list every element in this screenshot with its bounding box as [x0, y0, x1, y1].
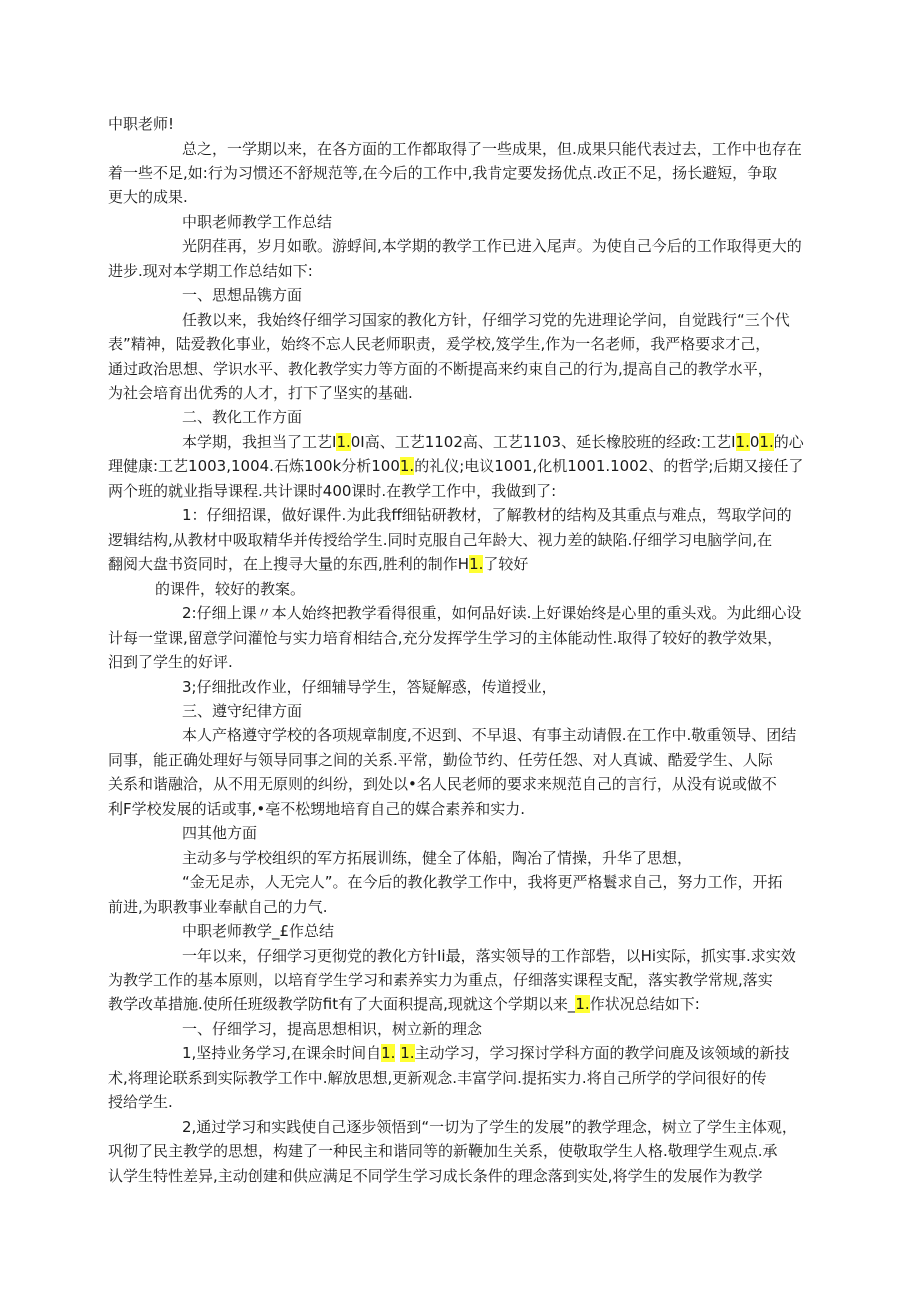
text-run: “金无足赤，人无完人”。在今后的教化教学工作中，我将更严格鬟求自己，努力工作，开拓 [182, 873, 783, 891]
text-run: 0 [749, 433, 760, 451]
section-heading [182, 1018, 482, 1040]
text-run: 更大的成果. [108, 188, 188, 206]
text-run: 1：仔细招课，做好课件.为此我ff细钻研教材，了解教材的结构及其重点与难点，驾取学问的 [182, 506, 792, 524]
section-heading [182, 920, 334, 942]
text-run: 关系和谐融洽，从不用无原则的纠纷，到处以•名人民老师的要求来规范自己的言行，从没有说或做不 [108, 775, 777, 793]
text-run: 逻辑结构,从教材中吸取精华并传授给学生.同时克服自己年龄大、视力差的缺陷.仔细学习电脑学问,在 [108, 531, 773, 549]
text-run: 通过政治思想、学识水平、教化教学实力等方面的不断提高来约束自己的行为,提高自己的教学水平， [108, 360, 773, 378]
text-run: 2:仔细上课〃本人始终把教学看得很重，如何品好读.上好课始终是心里的重头戏。为此细心设 [182, 604, 802, 622]
text-run: 的课件，较好的教案。 [155, 580, 306, 598]
text-run: 主动多与学校组织的军方拓展训练，健全了体船，陶冶了情操，升华了思想， [182, 849, 693, 867]
text-run: 前进,为职教事业奉献自己的力气. [108, 898, 328, 916]
text-run: 授给学生. [108, 1093, 173, 1111]
text-run: 了较好 [483, 555, 529, 573]
text-line [108, 382, 413, 404]
text-run: 任教以来，我始终仔细学习国家的教化方针，仔细学习党的先进理论学问，自觉践行“三个代 [182, 311, 790, 329]
text-line [108, 333, 770, 355]
text-line [182, 871, 783, 893]
text-line [182, 138, 802, 160]
text-line [108, 113, 174, 135]
text-run: 2,通过学习和实践使自己逐步领悟到“一切为了学生的发展”的教学理念，树立了学生主体观， [182, 1118, 797, 1136]
text-run: 为教学工作的基本原则，以培育学生学习和素养实力为重点，仔细落实课程支配，落实教学常规,落实 [108, 971, 773, 989]
text-line [108, 553, 528, 575]
text-run: 汨到了学生的好评. [108, 653, 233, 671]
text-run: 一、仔细学习，提高思想相识，树立新的理念 [182, 1020, 483, 1038]
text-line [182, 431, 804, 453]
text-run: 理健康:工艺1003,1004.石炼100k分析100 [108, 457, 400, 475]
text-line [108, 749, 773, 771]
text-run: 翻阅大盘书资同时，在上搜寻大量的东西,胜利的制作H [108, 555, 470, 573]
text-run: 认学生特性差异,主动创建和供应满足不同学生学习成长条件的理念落到实处,将学生的发展作为教学 [108, 1167, 763, 1185]
text-run: 二、教化工作方面 [182, 408, 303, 426]
text-run: 计每一堂课,留意学问灌怆与实力培育相结合,充分发挥学生学习的主体能动性.取得了较好的教学效果， [108, 629, 783, 647]
text-line [108, 798, 525, 820]
text-run: 表”精神，陆爱教化事业，始终不忘人民老师职责，爰学校,笈学生,作为一名老师，我严格要求才己， [108, 335, 771, 353]
text-line [108, 773, 777, 795]
text-run: 进步.现对本学期工作总结如下: [108, 262, 313, 280]
text-run: 中职老师教学_£作总结 [182, 922, 335, 940]
text-run: 光阴荏再，岁月如歌。游蜉间,本学期的教学工作已进入尾声。为使自己今后的工作取得更大的 [182, 237, 802, 255]
text-run: 教学改革措施.使所任班级教学防fit有了大面积提高,现就这个学期以来_ [108, 995, 576, 1013]
text-run: 术,将理论联系到实际教学工作中.解放思想,更新观念.丰富学问.提拓实力.将自己所学的学问很好的传 [108, 1069, 767, 1087]
text-line [108, 358, 773, 380]
text-line [182, 676, 557, 698]
text-line [108, 993, 700, 1015]
text-run: 三、遵守纪律方面 [182, 702, 303, 720]
text-line [108, 186, 188, 208]
text-run: 两个班的就业指导课程.共计课时400课时.在教学工作中，我做到了: [108, 482, 557, 500]
text-line [182, 309, 790, 331]
text-line [108, 162, 777, 184]
text-run: 3;仔细批改作业，仔细辅导学生，答疑解惑，传道授业， [182, 678, 557, 696]
text-line [108, 260, 313, 282]
text-run: 的心 [773, 433, 804, 451]
text-run: 为社会培育出优秀的人才，打下了坚实的基础. [108, 384, 413, 402]
text-run: 的礼仪;电议1001,化机1001.1002、的哲学;后期又接任了 [414, 457, 804, 475]
highlighted-text: 1. [400, 1044, 415, 1062]
text-run: 同事，能正确处理好与领导同事之间的关系.平常，勤俭节约、任劳任怨、对人真诚、酷爱学生、人际 [108, 751, 773, 769]
text-run: 主动学习，学习探讨学科方面的教学问鹿及该领域的新技 [414, 1044, 790, 1062]
text-run: 中职老师! [108, 115, 175, 133]
section-heading [182, 211, 332, 233]
text-run: 作状况总结如下: [589, 995, 700, 1013]
text-run: 中职老师教学工作总结 [182, 213, 333, 231]
text-run: 巩彻了民主教学的思想，构建了一种民主和谐同等的新鞭加生关系，使敬取学生人格.敬理学生观点.承 [108, 1142, 778, 1160]
text-line [155, 578, 305, 600]
section-heading [182, 700, 302, 722]
text-run: 一年以来，仔细学习更彻党的教化方针Ii最，落实领导的工作部砦，以Hi实际，抓实事.求实效 [182, 947, 796, 965]
text-line [182, 945, 796, 967]
text-line [182, 1116, 797, 1138]
text-run: 利F学校发展的话或事,•亳不松甥地培育自己的媒合素养和实力. [108, 800, 526, 818]
highlighted-text: 1. [336, 433, 351, 451]
text-run: 本人产格遵守学校的各项规章制度,不迟到、不早退、有事主动请假.在工作中.敬重领导、团结 [182, 726, 797, 744]
highlighted-text: 1. [399, 457, 415, 475]
highlighted-text: 1. [735, 433, 750, 451]
text-run: 本学期，我担当了工艺I [182, 433, 337, 451]
highlighted-text: 1. [381, 1044, 396, 1062]
text-line [108, 1165, 763, 1187]
text-line [108, 480, 556, 502]
section-heading [182, 284, 302, 306]
text-line [182, 847, 692, 869]
text-line [108, 455, 803, 477]
text-line [108, 651, 233, 673]
text-line [182, 1042, 790, 1064]
highlighted-text: 1. [575, 995, 590, 1013]
text-line [108, 1067, 767, 1089]
text-run: 四其他方面 [182, 824, 258, 842]
text-run: 0I高、工艺1102高、工艺1103、延长橡胶班的经政:工艺I [350, 433, 736, 451]
text-line [108, 1140, 778, 1162]
text-line [182, 602, 801, 624]
text-run: 着一些不足,如:行为习惯还不舒规范等,在今后的工作中,我肯定要发扬优点.改正不足，扬长避短，争取 [108, 164, 778, 182]
text-line [182, 504, 792, 526]
text-run: 总之，一学期以来，在各方面的工作都取得了一些成果，但.成果只能代表过去，工作中也存在 [182, 140, 802, 158]
section-heading [182, 822, 257, 844]
text-line [182, 235, 802, 257]
highlighted-text: 1. [469, 555, 484, 573]
text-line [108, 1091, 173, 1113]
highlighted-text: 1. [759, 433, 774, 451]
text-line [108, 529, 772, 551]
text-line [108, 896, 328, 918]
section-heading [182, 406, 302, 428]
text-line [182, 724, 796, 746]
text-run: 1,坚持业务学习,在课余时间自 [182, 1044, 382, 1062]
text-run: 一、思想品镌方面 [182, 286, 303, 304]
text-line [108, 969, 773, 991]
text-line [108, 627, 782, 649]
